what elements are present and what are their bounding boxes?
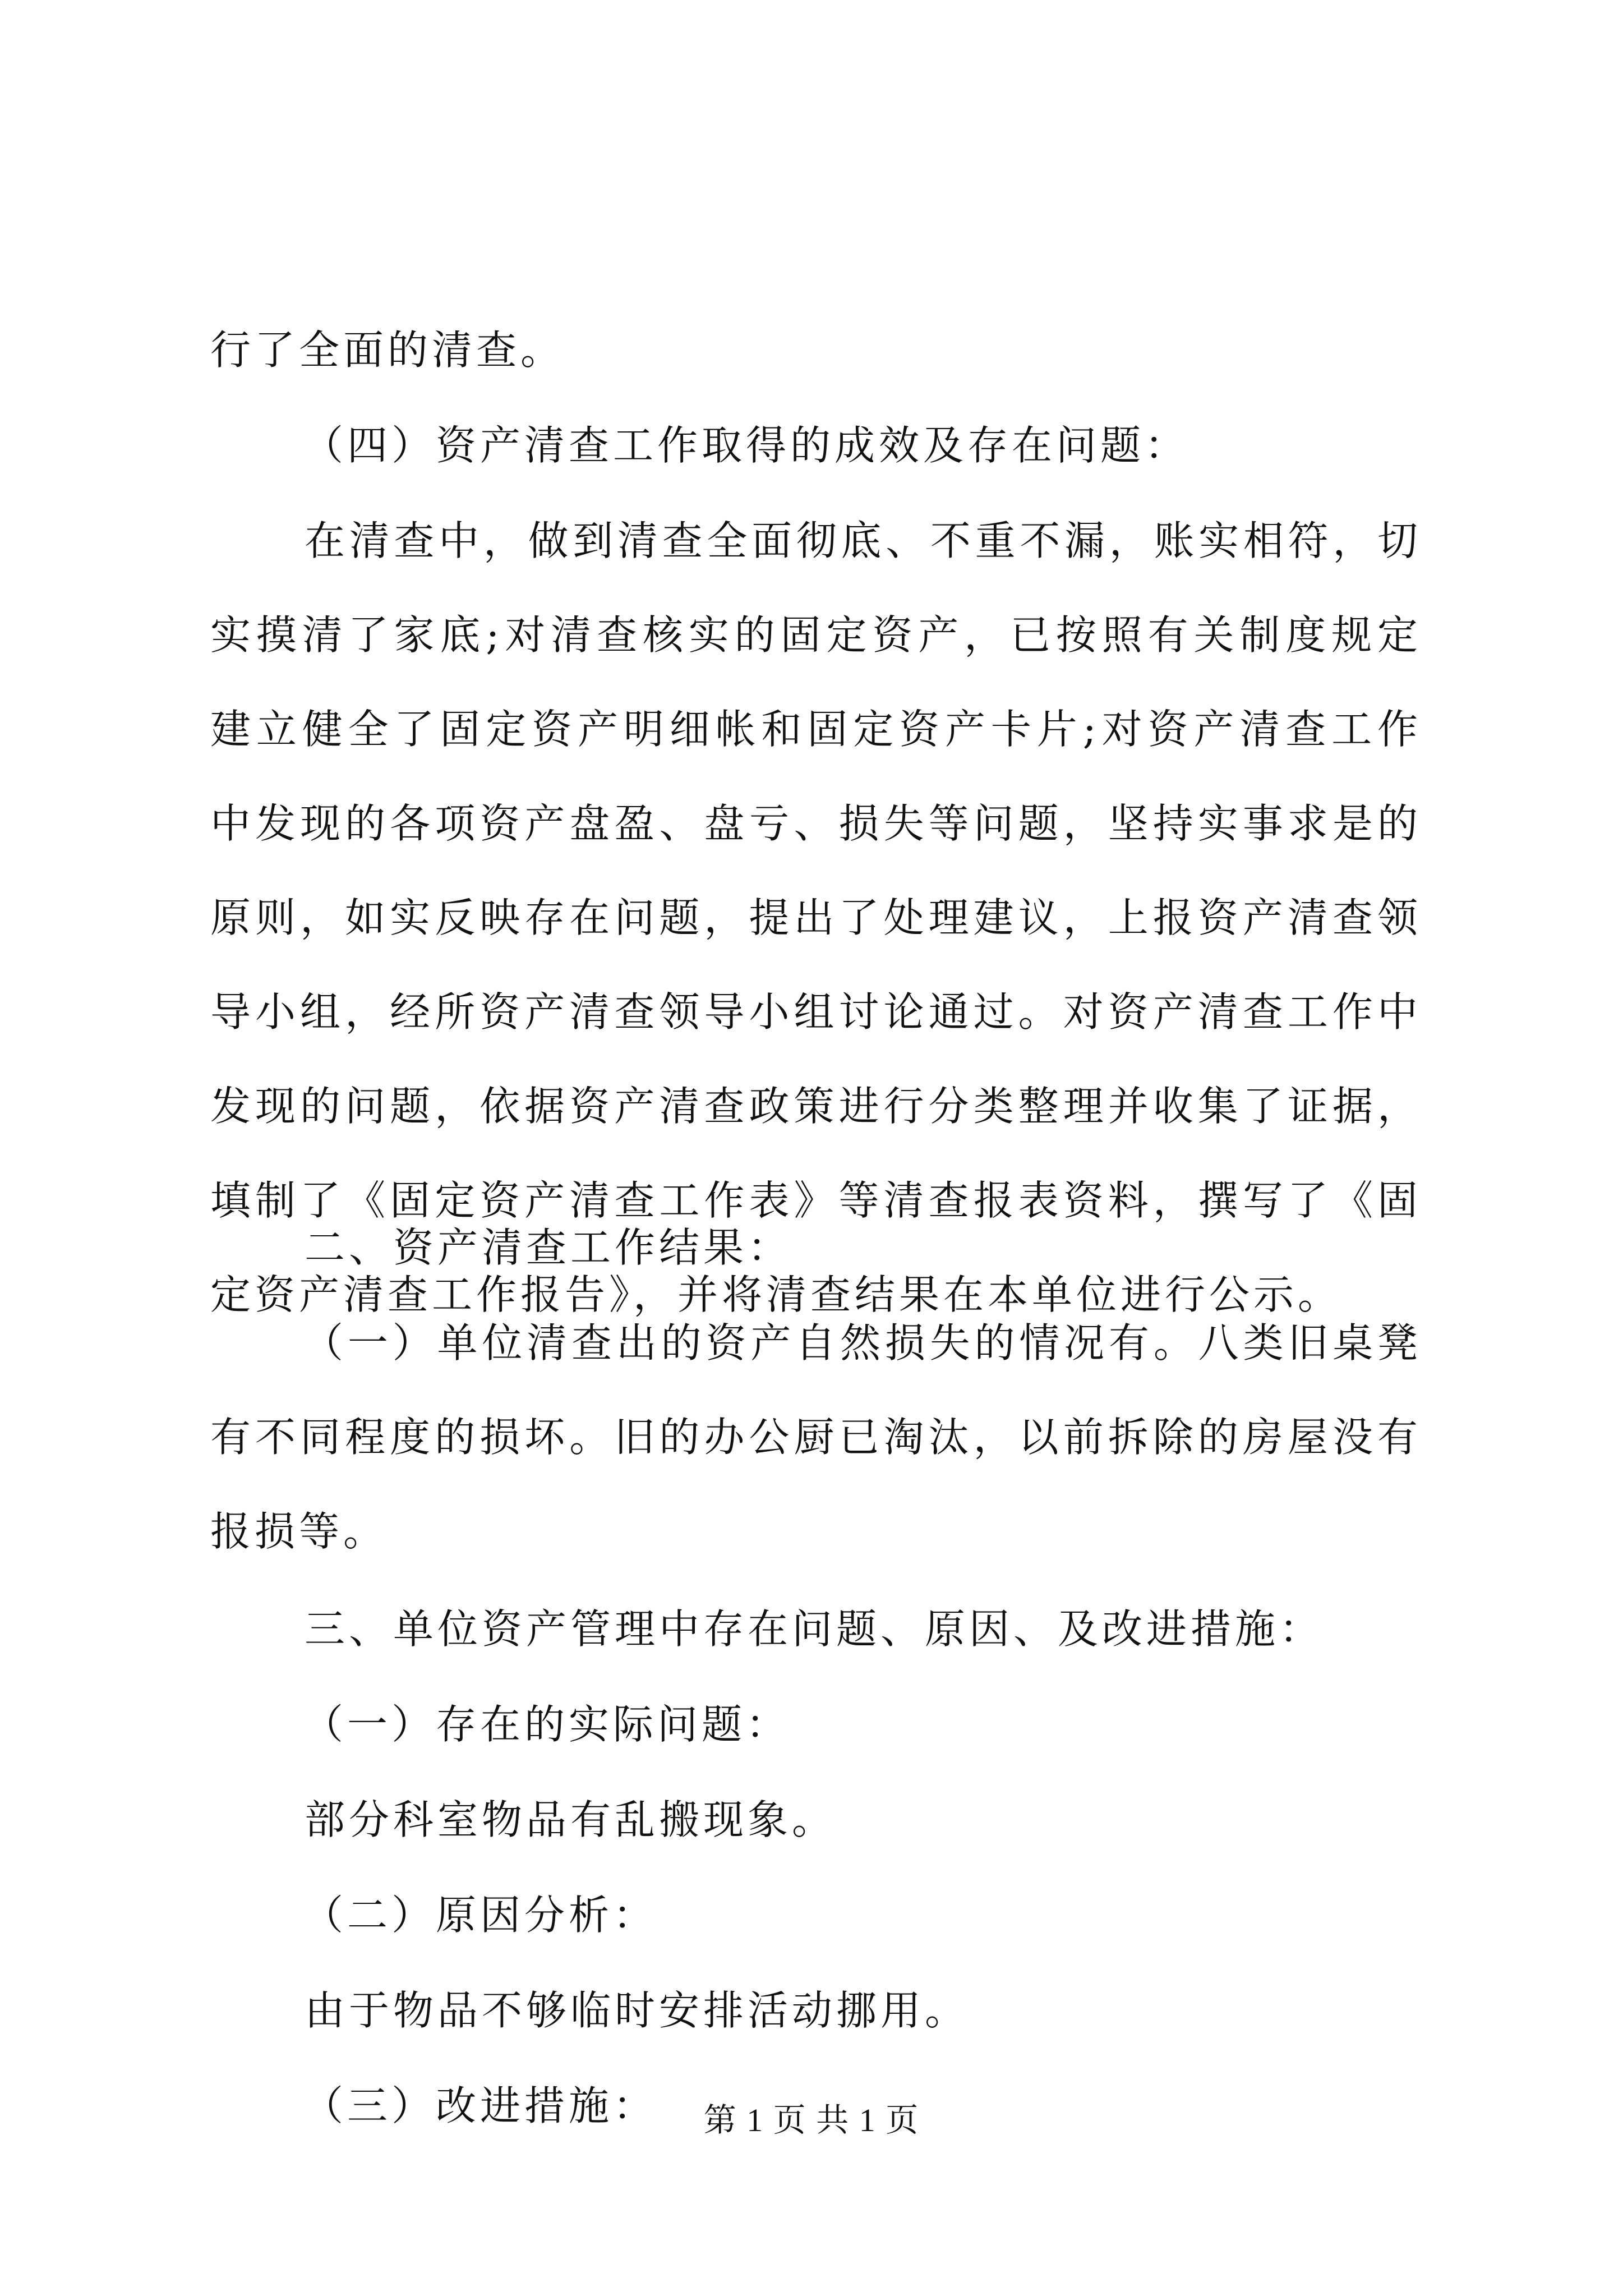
- paragraph-problems: 部分科室物品有乱搬现象。: [305, 1796, 837, 1843]
- subheading-actual-problems: （一）存在的实际问题：: [303, 1701, 791, 1748]
- page-number-footer: 第 1 页 共 1 页: [703, 2102, 920, 2138]
- subheading-cause-analysis: （二）原因分析：: [303, 1892, 658, 1939]
- section-heading-2: 二、资产清查工作结果：: [305, 1224, 792, 1271]
- subheading-improvements: （三）改进措施：: [303, 2082, 658, 2129]
- section-heading-4: （四）资产清查工作取得的成效及存在问题：: [303, 422, 1189, 469]
- paragraph-body: 在清查中，做到清查全面彻底、不重不漏，账实相符，切实摸清了家底;对清查核实的固定资产，已按照有关制度规定建立健全了固定资产明细帐和固定资产卡片;对资产清查工作中发现的各项资产盘盈、盘亏、损失等问题，坚持实事求是的原则，如实反映存在问题，提出了处理建议，上报资产清查领导小组，经所资产清查领导小组讨论通过。对资产清查工作中发现的问题，依据资产清查政策进行分类整理并收集了证据，填制了《固定资产清查工作表》等清查报表资料，撰写了《固定资产清查工作报告》，并将清查结果在本单位进行公示。: [210, 517, 1422, 1318]
- paragraph-results: （一）单位清查出的资产自然损失的情况有。八类旧桌凳有不同程度的损坏。旧的办公厨已淘汰，以前拆除的房屋没有报损等。: [210, 1319, 1422, 1555]
- section-heading-3: 三、单位资产管理中存在问题、原因、及改进措施：: [305, 1605, 1324, 1653]
- paragraph-continuation: 行了全面的清查。: [210, 326, 565, 374]
- paragraph-cause: 由于物品不够临时安排活动挪用。: [305, 1987, 970, 2034]
